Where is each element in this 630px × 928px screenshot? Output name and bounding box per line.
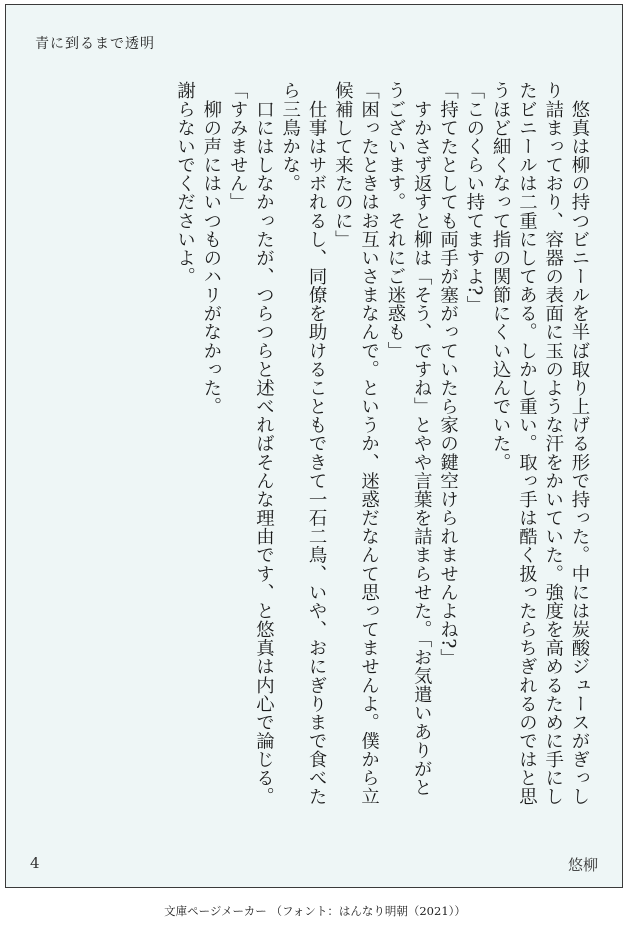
text-line: すかさず返すと柳は「そう、ですね」とやや言葉を詰まらせた。「お気遣いありがと xyxy=(411,81,433,797)
text-line: 「困ったときはお互いさまなんで。というか、迷惑だなんて思ってませんよ。僕から立 xyxy=(358,81,380,806)
text-line: 「持てたとしても両手が塞がっていたら家の鍵空けられませんよね?」 xyxy=(437,81,459,668)
page-number: 4 xyxy=(30,854,40,872)
book-page xyxy=(5,4,623,888)
text-line: 「すみません」 xyxy=(227,81,249,212)
text-line: 口にはしなかったが、つらつらと述べればそんな理由です、と悠真は内心で論じる。 xyxy=(253,81,275,806)
text-line: 候補して来たのに」 xyxy=(332,81,354,249)
text-line: 柳の声にはいつものハリがなかった。 xyxy=(200,81,222,416)
text-line: 謝らないでくださいよ。 xyxy=(174,81,196,286)
text-line: 仕事はサボれるし、同僚を助けることもできて一石二鳥、いや、おにぎりまで食べた xyxy=(306,81,328,806)
author-name: 悠柳 xyxy=(567,856,598,874)
running-title: 青に到るまで透明 xyxy=(35,36,155,52)
text-line: 悠真は柳の持つビニールを半ば取り上げる形で持った。中には炭酸ジュースがぎっし xyxy=(569,81,590,806)
footer-credit: 文庫ページメーカー （フォント：はんなり明朝（2021）） xyxy=(164,904,466,918)
text-line: り詰まっており、容器の表面に玉のような汗をかいていた。強度を高めるために手にし xyxy=(542,81,564,806)
text-line: うございます。それにご迷惑も」 xyxy=(384,81,406,360)
body-text xyxy=(171,81,592,851)
text-line: 「このくらい持てますよ?」 xyxy=(463,81,485,314)
text-line: たビニールは二重にしてある。しかし重い。取っ手は酷く扱ったらちぎれるのではと思 xyxy=(516,81,538,806)
text-line: うほど細くなって指の関節にくい込んでいた。 xyxy=(490,81,512,472)
text-line: ら三鳥かな。 xyxy=(279,81,301,193)
